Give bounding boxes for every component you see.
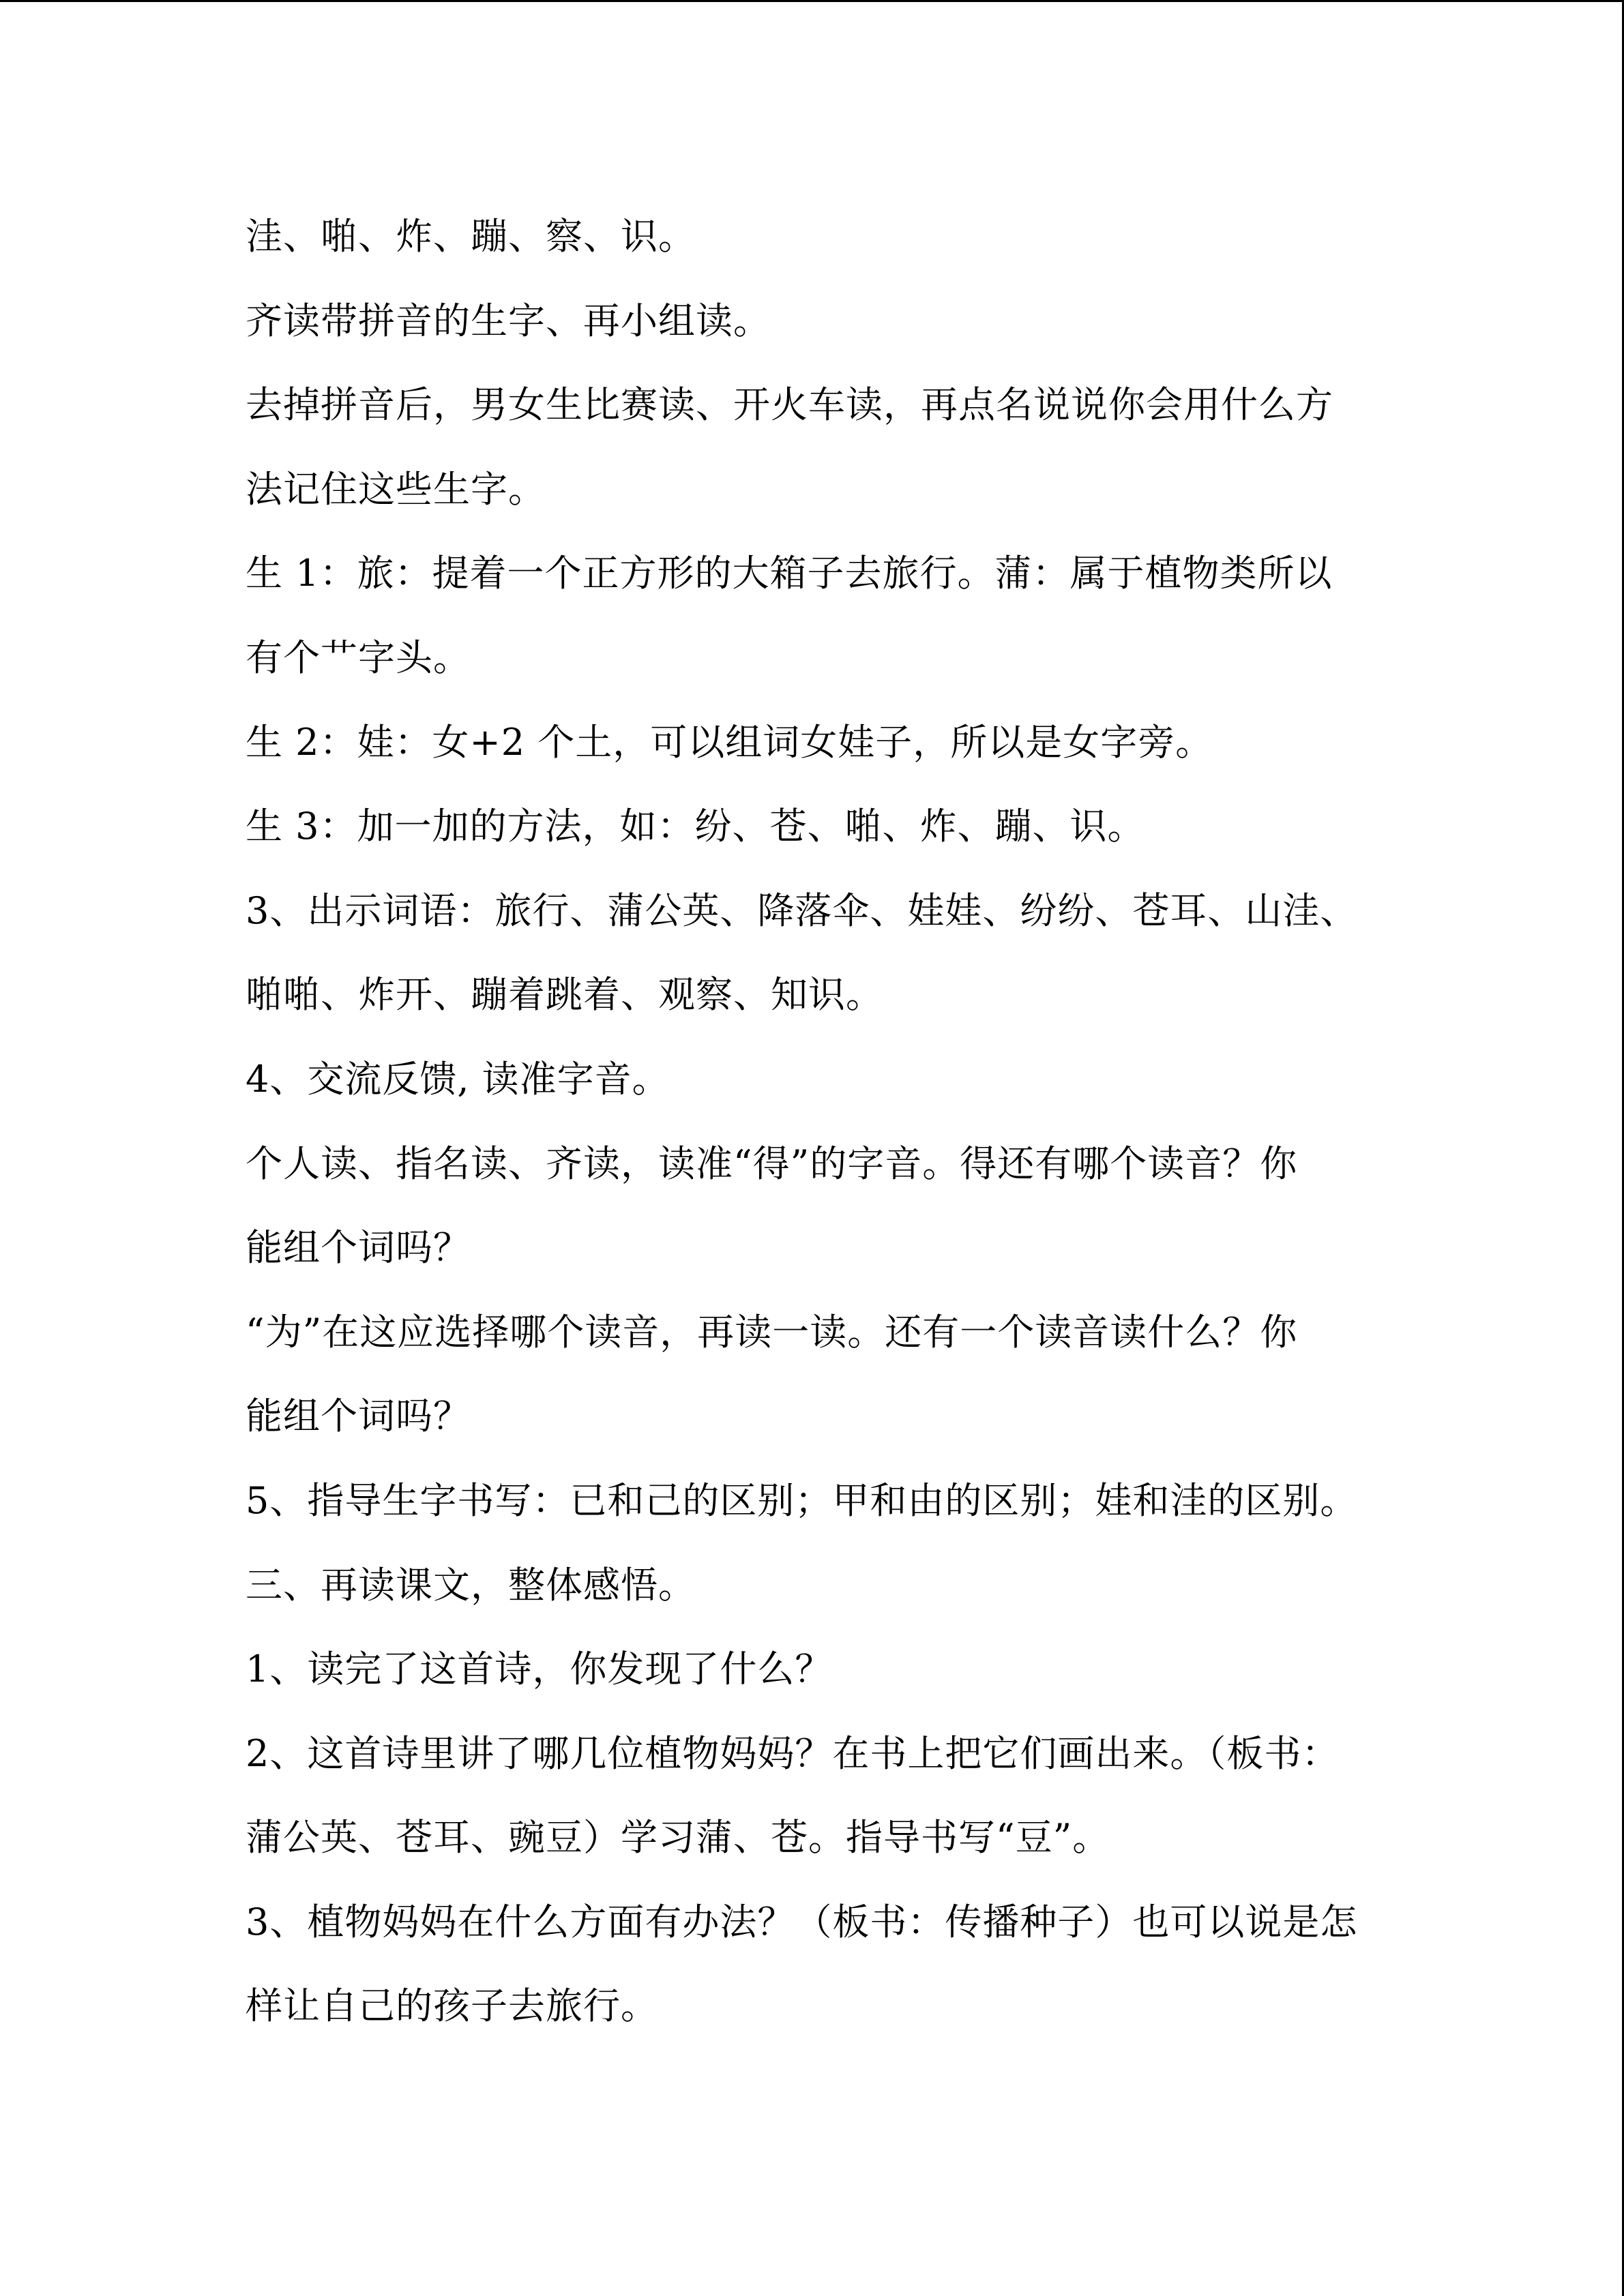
text-line: 能组个词吗？ <box>246 1226 471 1270</box>
text-line: 法记住这些生字。 <box>246 467 546 511</box>
text-line: 生 1：旅：提着一个正方形的大箱子去旅行。蒲：属于植物类所以 <box>246 552 1333 595</box>
text-line: 能组个词吗？ <box>246 1395 471 1438</box>
text-line: 有个艹字头。 <box>246 636 471 679</box>
text-line: 4、交流反馈, 读准字音。 <box>246 1057 670 1101</box>
text-line: 啪啪、炸开、蹦着跳着、观察、知识。 <box>246 973 883 1017</box>
text-line: 2、这首诗里讲了哪几位植物妈妈？在书上把它们画出来。（板书： <box>246 1731 1340 1775</box>
text-line: 三、再读课文，整体感悟。 <box>246 1563 696 1607</box>
text-line: 生 3：加一加的方法，如：纷、苍、啪、炸、蹦、识。 <box>246 805 1145 848</box>
text-line: 3、植物妈妈在什么方面有办法？（板书：传播种子）也可以说是怎 <box>246 1900 1358 1943</box>
text-line: 洼、啪、炸、蹦、察、识。 <box>246 215 696 258</box>
text-line: 个人读、指名读、齐读，读准“得”的字音。得还有哪个读音？你 <box>246 1142 1298 1185</box>
text-line: 3、出示词语：旅行、蒲公英、降落伞、娃娃、纷纷、苍耳、山洼、 <box>246 889 1358 932</box>
text-line: 1、读完了这首诗，你发现了什么？ <box>246 1648 833 1691</box>
text-line: 齐读带拼音的生字、再小组读。 <box>246 299 771 342</box>
document-body <box>246 194 1391 2048</box>
text-line: 生 2：娃：女+2 个土，可以组词女娃子，所以是女字旁。 <box>246 720 1213 764</box>
text-line: “为”在这应选择哪个读音，再读一读。还有一个读音读什么？你 <box>246 1310 1298 1354</box>
text-line: 5、指导生字书写：已和己的区别；甲和由的区别；娃和洼的区别。 <box>246 1478 1358 1522</box>
text-line: 蒲公英、苍耳、豌豆）学习蒲、苍。指导书写“豆”。 <box>246 1816 1110 1860</box>
text-line: 样让自己的孩子去旅行。 <box>246 1984 658 2028</box>
text-line: 去掉拼音后，男女生比赛读、开火车读，再点名说说你会用什么方 <box>246 383 1333 427</box>
